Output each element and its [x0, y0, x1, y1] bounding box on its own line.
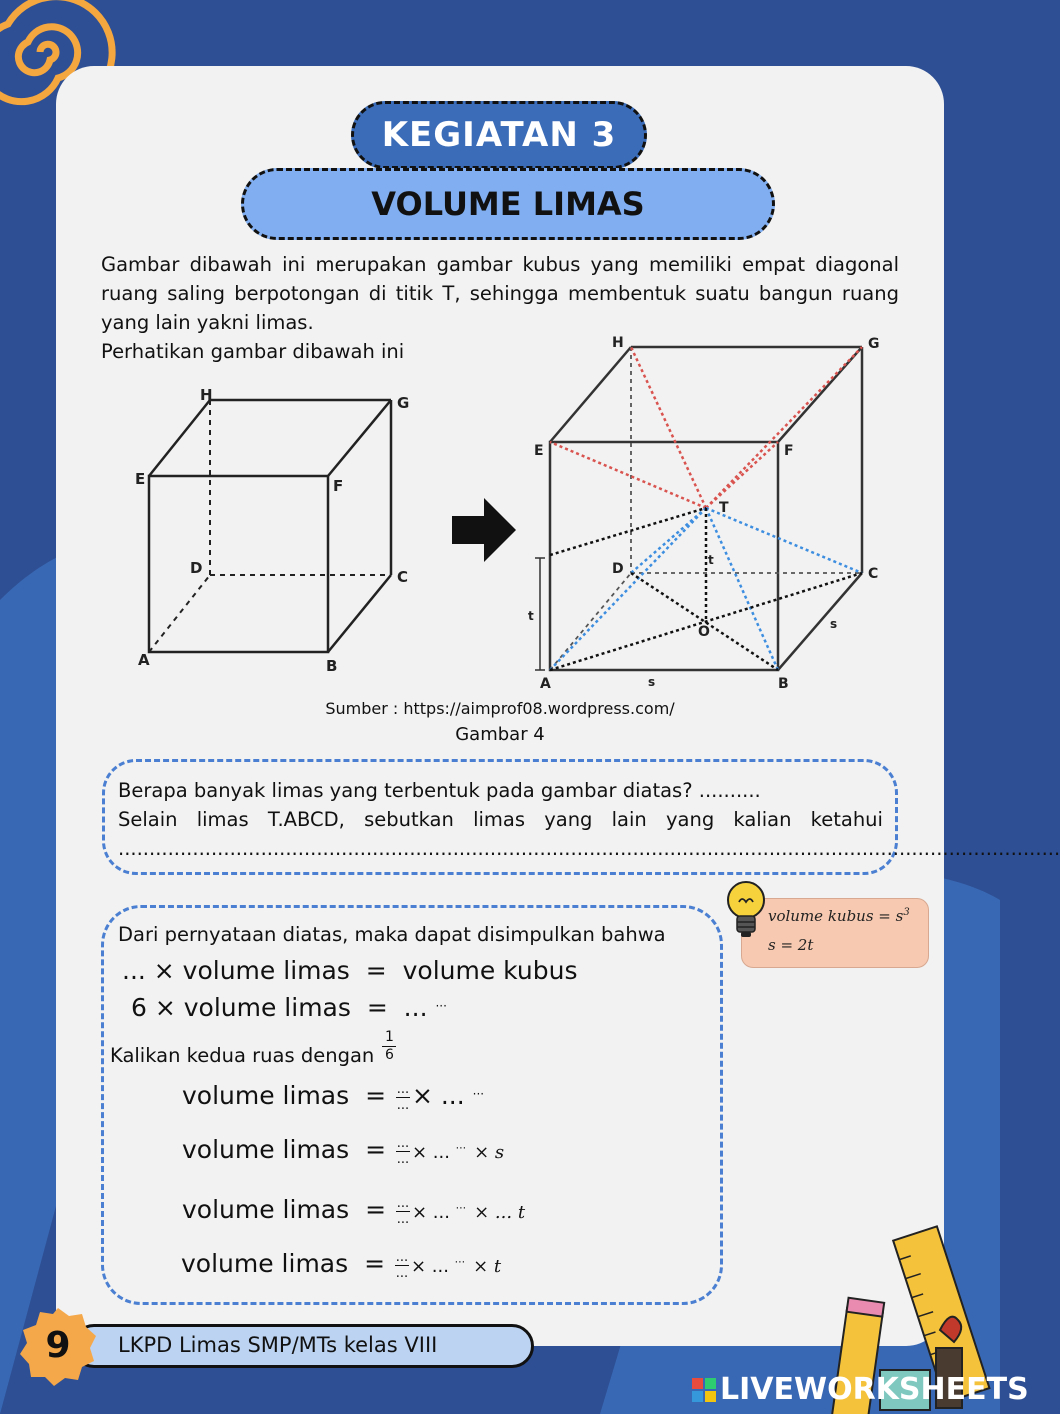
figure-caption: Gambar 4 — [455, 724, 545, 745]
vertex-label: D — [612, 561, 624, 577]
equation-eq: = — [364, 1249, 386, 1278]
hint-line-1 — [768, 907, 910, 925]
dimension-label: t — [528, 609, 534, 623]
vertex-label: G — [868, 336, 880, 352]
question-2-word: lain — [611, 808, 647, 831]
dimension-label: s — [830, 617, 838, 631]
equation-sup[interactable]: ... — [455, 1198, 467, 1212]
fraction-blank[interactable] — [395, 1251, 409, 1280]
fraction-numerator[interactable]: ... — [396, 1195, 410, 1211]
question-2-word: yang — [544, 808, 593, 831]
intro-instruction: Perhatikan gambar dibawah ini — [101, 340, 405, 363]
volume-limas-label: volume limas — [182, 1135, 350, 1164]
multiply-text: Kalikan kedua ruas dengan — [110, 1044, 375, 1067]
fraction-denominator[interactable]: ... — [396, 1211, 410, 1227]
vertex-label: E — [135, 470, 146, 488]
dimension-label: s — [648, 675, 656, 689]
equation-rhs[interactable]: ... — [403, 993, 436, 1022]
question-2-word: limas — [196, 808, 249, 831]
liveworksheets-brand[interactable]: LIVEWORKSHEETS — [720, 1372, 1029, 1407]
equation-sup[interactable]: ... — [472, 1083, 485, 1098]
equation-sup[interactable]: ... — [454, 1252, 466, 1266]
step-end: × t — [473, 1256, 502, 1277]
question-2-word: ketahui — [810, 808, 883, 831]
fraction-denominator[interactable]: ... — [396, 1151, 410, 1167]
question-2-word: limas — [473, 808, 526, 831]
equation-rhs: volume kubus — [402, 956, 578, 985]
arrow-right-icon — [450, 496, 518, 564]
vertex-label: E — [534, 443, 544, 459]
vertex-label: B — [778, 676, 789, 692]
question-text — [118, 776, 1060, 863]
fraction-one-sixth — [382, 1030, 396, 1063]
activity-title: KEGIATAN 3 — [351, 101, 647, 169]
equation-eq: = — [366, 993, 388, 1022]
hint-text: volume kubus = s — [768, 907, 904, 925]
figure-source: Sumber : https://aimprof08.wordpress.com/ — [325, 699, 675, 718]
multiply-instruction — [110, 1030, 398, 1067]
fraction-denominator[interactable]: ... — [396, 1097, 410, 1113]
activity-subtitle: VOLUME LIMAS — [241, 168, 775, 240]
footer-title: LKPD Limas SMP/MTs kelas VIII — [118, 1333, 438, 1357]
step-tail[interactable]: × ... — [411, 1202, 456, 1223]
vertex-label: B — [326, 657, 338, 675]
fraction-blank[interactable] — [396, 1083, 410, 1112]
hint-note — [741, 898, 929, 968]
fraction-denominator: 6 — [385, 1047, 394, 1063]
fraction-numerator: 1 — [385, 1029, 394, 1045]
hint-line-2: s = 2t — [768, 936, 814, 954]
fraction-denominator[interactable]: ... — [395, 1265, 409, 1281]
equation-sup[interactable]: ... — [455, 1138, 467, 1152]
fraction-numerator[interactable]: ... — [396, 1081, 410, 1097]
equation-eq: = — [365, 956, 387, 985]
step-tail[interactable]: × ... — [411, 1142, 456, 1163]
step-1 — [182, 1081, 484, 1112]
cube-diagonals-figure — [520, 330, 890, 695]
intro-paragraph: Gambar dibawah ini merupakan gambar kubus yang memiliki empat diagonal ruang saling berpotongan di titik T, sehingga membentuk suatu bangun ruang yang lain yakni limas. — [101, 253, 899, 334]
step-end: × s — [474, 1142, 505, 1163]
equation-lhs: ... × volume limas — [122, 956, 350, 985]
equation-eq: = — [365, 1135, 387, 1164]
fraction-numerator[interactable]: ... — [395, 1249, 409, 1265]
step-4 — [181, 1249, 501, 1280]
cube-figure — [130, 385, 430, 675]
step-end[interactable]: × ... t — [474, 1202, 526, 1223]
conclusion-intro: Dari pernyataan diatas, maka dapat disimpulkan bahwa — [118, 923, 666, 946]
vertex-label: O — [698, 624, 710, 640]
vertex-label: A — [540, 676, 551, 692]
equation-line-1 — [122, 956, 577, 985]
question-2-word: T.ABCD, — [267, 808, 345, 831]
vertex-label: A — [138, 651, 150, 669]
page-number-badge — [18, 1306, 98, 1386]
equation-sup[interactable]: ... — [435, 995, 447, 1010]
fraction-blank[interactable] — [396, 1197, 410, 1226]
vertex-label: T — [719, 500, 729, 516]
volume-limas-label: volume limas — [181, 1249, 349, 1278]
question-2-word: kalian — [733, 808, 792, 831]
vertex-label: H — [612, 335, 624, 351]
equation-line-2 — [131, 993, 447, 1022]
answer-line[interactable]: ........................................................................................................................................................ — [118, 837, 1060, 860]
fraction-blank[interactable] — [396, 1137, 410, 1166]
volume-limas-label: volume limas — [182, 1195, 350, 1224]
question-1: Berapa banyak limas yang terbentuk pada gambar diatas? .......... — [118, 779, 761, 802]
dimension-label: t — [708, 553, 714, 567]
vertex-label: G — [397, 394, 410, 412]
vertex-label: C — [397, 568, 409, 586]
step-3 — [182, 1195, 525, 1226]
question-2-word: Selain — [118, 808, 178, 831]
step-tail[interactable]: × ... — [411, 1081, 473, 1110]
question-2-word: sebutkan — [364, 808, 454, 831]
step-tail[interactable]: × ... — [410, 1256, 455, 1277]
lightbulb-icon — [724, 878, 768, 944]
vertex-label: D — [190, 559, 203, 577]
equation-eq: = — [365, 1195, 387, 1224]
vertex-label: H — [200, 386, 213, 404]
hint-sup: 3 — [903, 907, 910, 918]
page-number: 9 — [45, 1325, 71, 1366]
vertex-label: F — [333, 477, 344, 495]
volume-limas-label: volume limas — [182, 1081, 350, 1110]
question-2 — [118, 805, 883, 834]
vertex-label: F — [784, 443, 794, 459]
question-2-word: yang — [665, 808, 715, 831]
vertex-label: C — [868, 566, 879, 582]
fraction-numerator[interactable]: ... — [396, 1135, 410, 1151]
equation-lhs: 6 × volume limas — [131, 993, 351, 1022]
equation-eq: = — [365, 1081, 387, 1110]
step-2 — [182, 1135, 504, 1166]
liveworksheets-logo-icon — [692, 1378, 716, 1402]
